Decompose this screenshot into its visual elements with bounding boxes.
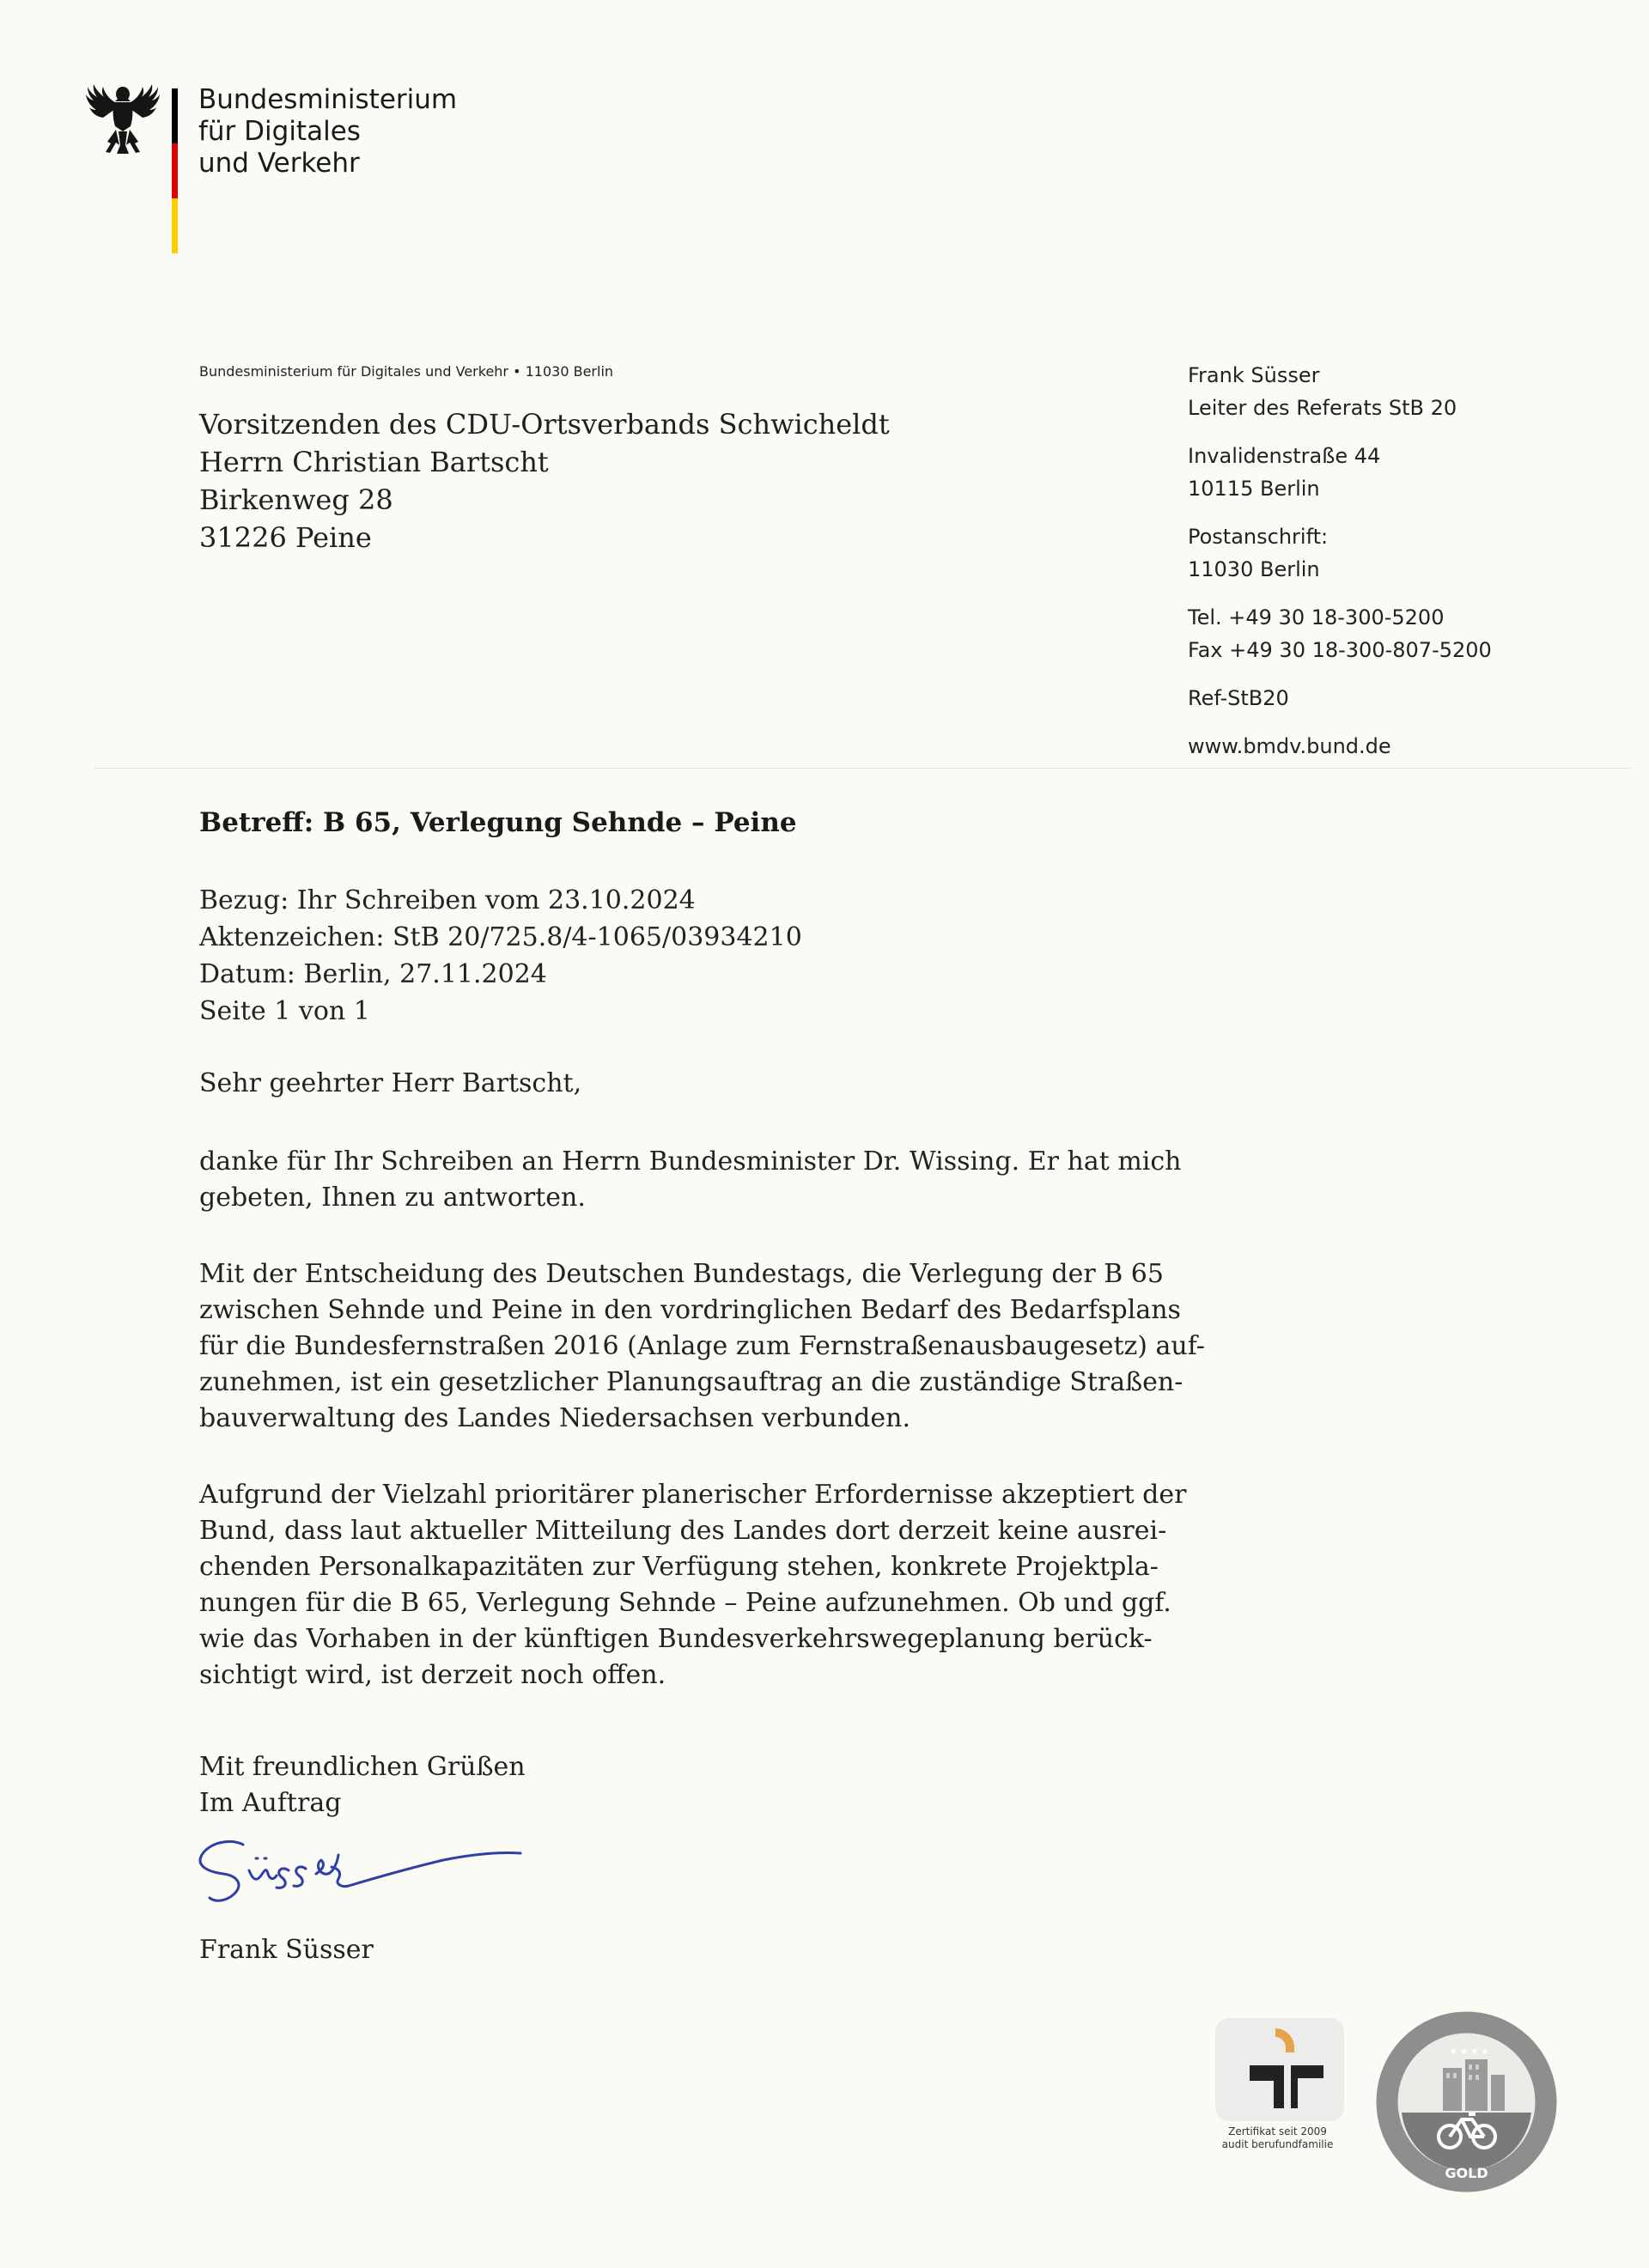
contact-city: 10115 Berlin bbox=[1188, 477, 1320, 501]
body-line: gebeten, Ihnen zu antworten. bbox=[199, 1183, 586, 1213]
body-line: nungen für die B 65, Verlegung Sehnde – Peine aufzunehmen. Ob und ggf. bbox=[199, 1588, 1171, 1618]
certificate-caption-line: Zertifikat seit 2009 bbox=[1228, 2125, 1327, 2137]
closing bbox=[199, 1749, 526, 1821]
body-line: danke für Ihr Schreiben an Herrn Bundesminister Dr. Wissing. Er hat mich bbox=[199, 1146, 1182, 1177]
recipient-line: Herrn Christian Bartscht bbox=[199, 446, 549, 478]
handwritten-signature bbox=[196, 1829, 557, 1911]
federal-eagle-icon bbox=[86, 82, 160, 163]
body-line: zunehmen, ist ein gesetzlicher Planungsauftrag an die zuständige Straßen- bbox=[199, 1367, 1184, 1397]
contact-block bbox=[1188, 359, 1492, 778]
body-line: Mit der Entscheidung des Deutschen Bundestags, die Verlegung der B 65 bbox=[199, 1259, 1164, 1289]
certificate-caption bbox=[1190, 2125, 1366, 2151]
reference-block bbox=[199, 882, 802, 1030]
body-line: für die Bundesfernstraßen 2016 (Anlage zum Fernstraßenausbaugesetz) auf- bbox=[199, 1331, 1205, 1361]
reference-line: Seite 1 von 1 bbox=[199, 996, 370, 1026]
reference-line: Aktenzeichen: StB 20/725.8/4-1065/03934210 bbox=[199, 922, 802, 952]
reference-line: Bezug: Ihr Schreiben vom 23.10.2024 bbox=[199, 885, 696, 915]
ministry-name-line: und Verkehr bbox=[198, 148, 360, 179]
ministry-name bbox=[198, 84, 457, 179]
sender-return-address: Bundesministerium für Digitales und Verkehr • 11030 Berlin bbox=[199, 363, 614, 380]
closing-line: Mit freundlichen Grüßen bbox=[199, 1752, 526, 1782]
berufundfamilie-certificate-logo bbox=[1190, 2010, 1366, 2168]
body-line: wie das Vorhaben in der künftigen Bundesverkehrswegeplanung berück- bbox=[199, 1624, 1153, 1654]
recipient-line: Vorsitzenden des CDU-Ortsverbands Schwicheldt bbox=[199, 408, 890, 441]
body-paragraph bbox=[199, 1144, 1182, 1216]
contact-tel: Tel. +49 30 18-300-5200 bbox=[1188, 605, 1445, 629]
contact-street: Invalidenstraße 44 bbox=[1188, 444, 1381, 468]
reference-line: Datum: Berlin, 27.11.2024 bbox=[199, 959, 547, 989]
recipient-line: Birkenweg 28 bbox=[199, 483, 393, 516]
contact-fax: Fax +49 30 18-300-807-5200 bbox=[1188, 638, 1492, 662]
postal-label: Postanschrift: bbox=[1188, 525, 1329, 549]
body-line: sichtigt wird, ist derzeit noch offen. bbox=[199, 1660, 666, 1690]
contact-role: Leiter des Referats StB 20 bbox=[1188, 396, 1457, 420]
body-line: Aufgrund der Vielzahl prioritärer planerischer Erfordernisse akzeptiert der bbox=[199, 1480, 1187, 1510]
subject-line: Betreff: B 65, Verlegung Sehnde – Peine bbox=[199, 807, 797, 838]
bicycle-friendly-employer-seal bbox=[1374, 2010, 1559, 2194]
signer-name: Frank Süsser bbox=[199, 1935, 374, 1965]
body-paragraph bbox=[199, 1477, 1186, 1693]
salutation: Sehr geehrter Herr Bartscht, bbox=[199, 1068, 582, 1098]
fold-line bbox=[94, 768, 1632, 769]
postal-city: 11030 Berlin bbox=[1188, 557, 1320, 581]
ministry-name-line: für Digitales bbox=[198, 116, 361, 147]
svg-text:★ ★ ★ ★: ★ ★ ★ ★ bbox=[1450, 2047, 1489, 2057]
body-paragraph bbox=[199, 1256, 1205, 1437]
recipient-line: 31226 Peine bbox=[199, 521, 372, 554]
body-line: zwischen Sehnde und Peine in den vordringlichen Bedarf des Bedarfsplans bbox=[199, 1295, 1181, 1325]
contact-name: Frank Süsser bbox=[1188, 363, 1320, 387]
body-line: Bund, dass laut aktueller Mitteilung des Landes dort derzeit keine ausrei- bbox=[199, 1516, 1167, 1546]
contact-ref: Ref-StB20 bbox=[1188, 686, 1289, 710]
contact-web-link[interactable]: www.bmdv.bund.de bbox=[1188, 734, 1391, 758]
closing-line: Im Auftrag bbox=[199, 1788, 342, 1818]
recipient-address bbox=[199, 405, 890, 556]
body-line: chenden Personalkapazitäten zur Verfügung stehen, konkrete Projektpla- bbox=[199, 1552, 1159, 1582]
berufundfamilie-mark-icon bbox=[1215, 2018, 1344, 2121]
body-line: bauverwaltung des Landes Niedersachsen verbunden. bbox=[199, 1403, 910, 1433]
certificate-caption-line: audit berufundfamilie bbox=[1221, 2138, 1334, 2150]
ministry-name-line: Bundesministerium bbox=[198, 84, 458, 115]
flag-bar bbox=[172, 88, 178, 253]
gold-seal-label: GOLD bbox=[1445, 2165, 1488, 2181]
